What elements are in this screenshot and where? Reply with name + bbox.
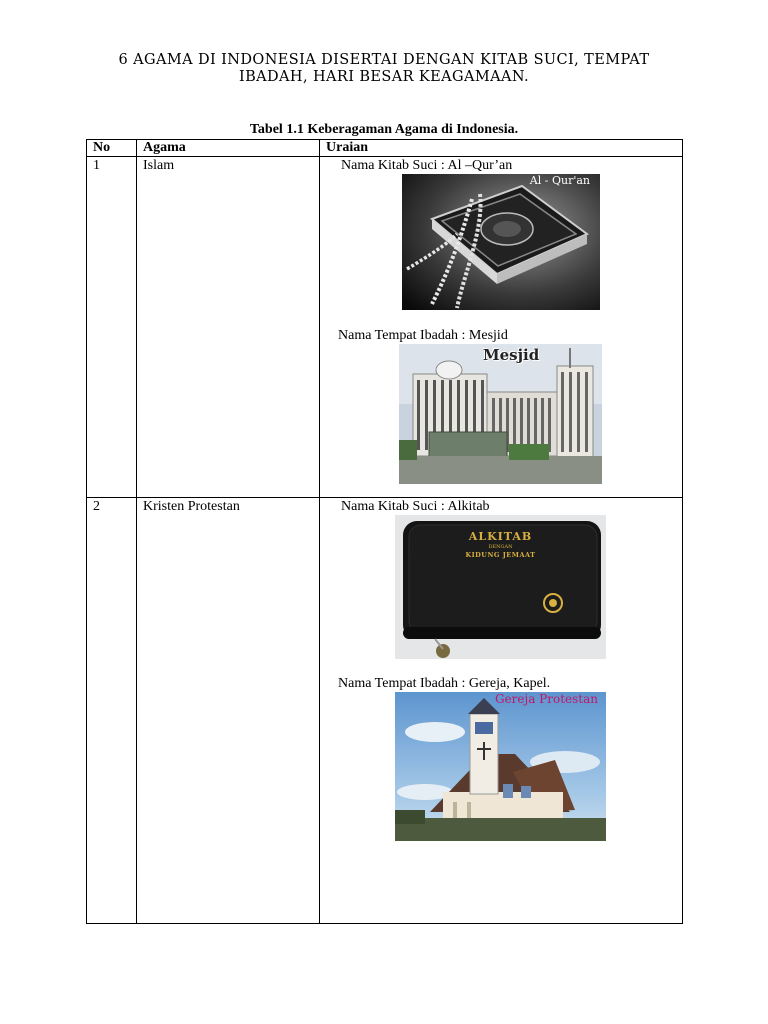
mosque-image-label: Mesjid <box>483 346 540 364</box>
religion-table <box>86 139 683 924</box>
row-number: 2 <box>87 498 137 924</box>
worship-place-line: Nama Tempat Ibadah : Mesjid <box>338 328 508 343</box>
header-no: No <box>87 140 137 157</box>
alkitab-image <box>395 515 606 659</box>
quran-image <box>402 174 600 310</box>
document-title: 6 AGAMA DI INDONESIA DISERTAI DENGAN KITAB SUCI, TEMPAT IBADAH, HARI BESAR KEAGAMAAN. <box>118 52 650 85</box>
alkitab-cover-title: ALKITAB <box>468 530 533 543</box>
holy-book-line: Nama Kitab Suci : Al –Qur’an <box>341 158 513 173</box>
header-agama: Agama <box>137 140 320 157</box>
table-row <box>87 157 683 498</box>
description-cell <box>320 157 683 498</box>
worship-place-line: Nama Tempat Ibadah : Gereja, Kapel. <box>338 676 551 691</box>
holy-book-line: Nama Kitab Suci : Alkitab <box>341 499 490 514</box>
table-caption: Tabel 1.1 Keberagaman Agama di Indonesia. <box>249 122 519 137</box>
table-row <box>87 498 683 924</box>
church-image-label: Gereja Protestan <box>494 692 598 706</box>
header-uraian: Uraian <box>320 140 683 157</box>
church-image <box>395 692 606 841</box>
quran-image-label: Al - Qur'an <box>529 174 590 187</box>
mosque-image <box>399 344 602 484</box>
row-number: 1 <box>87 157 137 498</box>
description-cell <box>320 498 683 924</box>
alkitab-cover-subtitle: DENGAN <box>488 544 513 550</box>
religion-name: Islam <box>137 157 320 498</box>
religion-name: Kristen Protestan <box>137 498 320 924</box>
alkitab-cover-caption: KIDUNG JEMAAT <box>465 551 536 559</box>
table-header-row <box>87 140 683 157</box>
